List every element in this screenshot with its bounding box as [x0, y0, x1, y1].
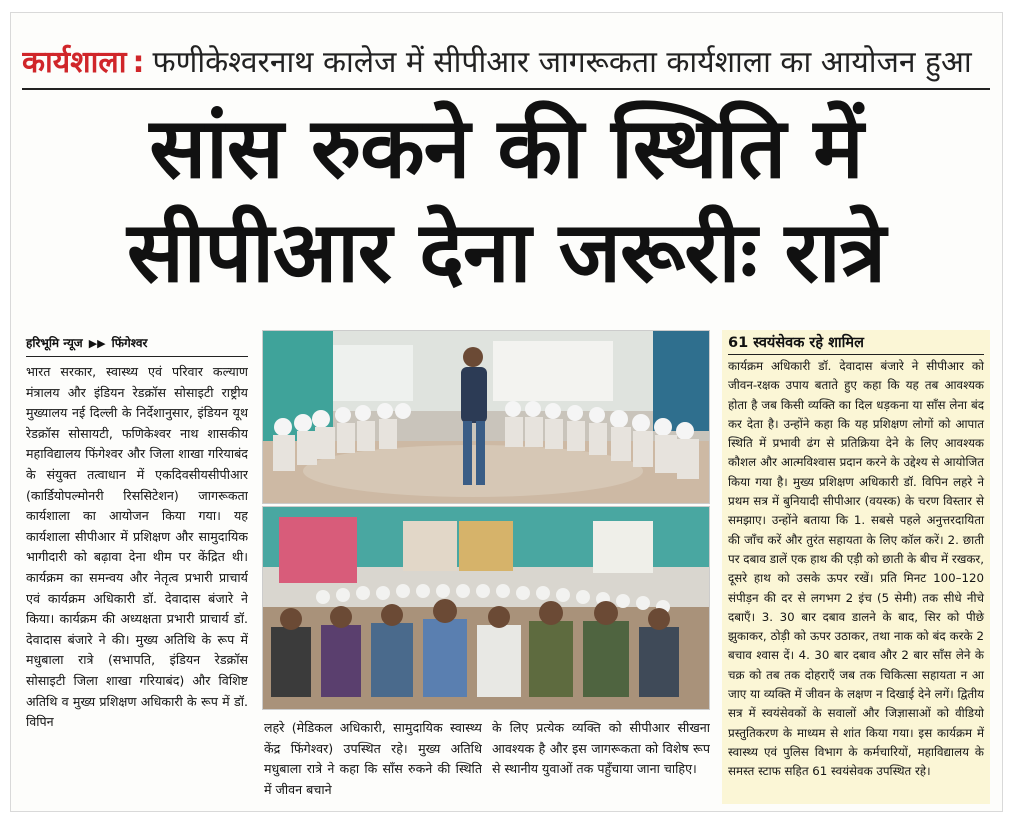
sidebar-heading: 61 स्वयंसेवक रहे शामिल: [728, 332, 984, 355]
kicker-label: कार्यशाला: [22, 45, 127, 80]
event-photo-audience-image: [263, 507, 710, 710]
byline-arrow-icon: ▶▶: [88, 337, 106, 350]
article-column-1: भारत सरकार, स्वास्थ्य एवं परिवार कल्याण मंत्रालय और इंडियन रेडक्रॉस सोसाइटी राष्ट्रीय मुख्यालय नई दिल्ली के निर्देशानुसार, इंडियन यूथ रेडक्रॉस सोसायटी, फणिकेश्वर नाथ शासकीय महाविद्यालय फिंगेश्वर और जिला शाखा गरियाबंद के संयुक्त तत्वाधान में एकदिवसीयसीपीआर (कार्डियोपल्मोनरी रिससिटेशन) जागरूकता कार्यशाला का आयोजन किया गया। यह कार्यशाला सीपीआर में प्रशिक्षण और सामुदायिक भागीदारी को बढ़ावा देना थीम पर केंद्रित थी। कार्यक्रम का समन्वय और नेतृत्व प्रभारी प्राचार्य एवं कार्यक्रम अधिकारी डॉ. देवादास बंजारे ने किया। कार्यक्रम की अध्यक्षता प्रभारी प्राचार्य डॉ. देवादास बंजारे ने की। मुख्य अतिथि के रूप में मधुबाला रात्रे (सभापति, इंडियन रेडक्रॉस सोसाइटी जिला शाखा गरियाबंद) और विशिष्ट अतिथि व मुख्य प्रशिक्षण अधिकारी के रूप में डॉ. विपिन: [26, 364, 248, 730]
event-photo-audience: [262, 506, 710, 710]
kicker-separator: :: [132, 45, 145, 80]
byline: [26, 330, 248, 357]
kicker-text: फणीकेश्वरनाथ कालेज में सीपीआर जागरूकता कार्यशाला का आयोजन हुआ: [152, 45, 972, 80]
sidebar-box: [722, 330, 990, 804]
sidebar-text: कार्यक्रम अधिकारी डॉ. देवादास बंजारे ने सीपीआर को जीवन-रक्षक उपाय बताते हुए कहा कि यह तब आवश्यक होता है जब किसी व्यक्ति का दिल धड़कना या साँस लेना बंद कर देता है। उन्होंने कहा कि यह प्रशिक्षण लोगों को आपात स्थिति में प्रभावी ढंग से प्रतिक्रिया देने के लिए आवश्यक कौशल और आत्मविश्वास प्रदान करने के उद्देश्य से आयोजित किया गया है। मुख्य प्रशिक्षण अधिकारी डॉ. विपिन लहरे ने प्रथम सत्र में बुनियादी सीपीआर (वयस्क) के चरण विस्तार से समझाए। उन्होंने बताया कि 1. सबसे पहले अनुत्तरदायिता की जाँच करें और तुरंत सहायता के लिए कॉल करें। 2. छाती पर दबाव डालें एक हाथ की एड़ी को छाती के बीच में रखकर, दूसरे हाथ को उसके ऊपर रखें। प्रति मिनट 100–120 संपीड़न की दर से लगभग 2 इंच (5 सेमी) तक सीधे नीचे दबाएँ। 3. 30 बार दबाव डालने के बाद, सिर को पीछे झुकाकर, ठोड़ी को ऊपर उठाकर, तथा नाक को बंद करके 2 बचाव श्वास दें। 4. 30 बार दबाव और 2 बार साँस लेने के चक्र को तब तक दोहराएँ जब तक चिकित्सा सहायता न आ जाए या व्यक्ति में जीवन के लक्षण न दिखाई देने लगें। द्वितीय सत्र में स्वयंसेवकों के सवालों और जिज्ञासाओं को वीडियो प्रस्तुतिकरण के माध्यम से शांत किया गया। इस कार्यक्रम में स्वास्थ्य एवं पुलिस विभाग के कर्मचारियों, महाविद्यालय के समस्त स्टाफ सहित 61 स्वयंसेवक उपस्थित रहे।: [728, 359, 984, 779]
event-photo-speaker: [262, 330, 710, 504]
article-column-2: लहरे (मेडिकल अधिकारी, सामुदायिक स्वास्थ्य केंद्र फिंगेश्वर) उपस्थित रहे। मुख्य अतिथि मधुबाला रात्रे ने कहा कि साँस रुकने की स्थिति में जीवन बचाने: [264, 720, 482, 797]
kicker-line: [22, 38, 990, 90]
headline-line-1: सांस रुकने की स्थिति में: [149, 99, 863, 197]
byline-source: हरिभूमि न्यूज: [26, 336, 83, 350]
headline: [22, 96, 990, 304]
byline-place: फिंगेश्वर: [111, 336, 148, 350]
event-photo-speaker-image: [263, 331, 710, 504]
article-column-3: के लिए प्रत्येक व्यक्ति को सीपीआर सीखना आवश्यक है और इस जागरूकता को विशेष रूप से स्थानीय युवाओं तक पहुँचाया जाना चाहिए।: [492, 720, 710, 777]
headline-line-2: सीपीआर देना जरूरीः रात्रे: [126, 203, 886, 301]
